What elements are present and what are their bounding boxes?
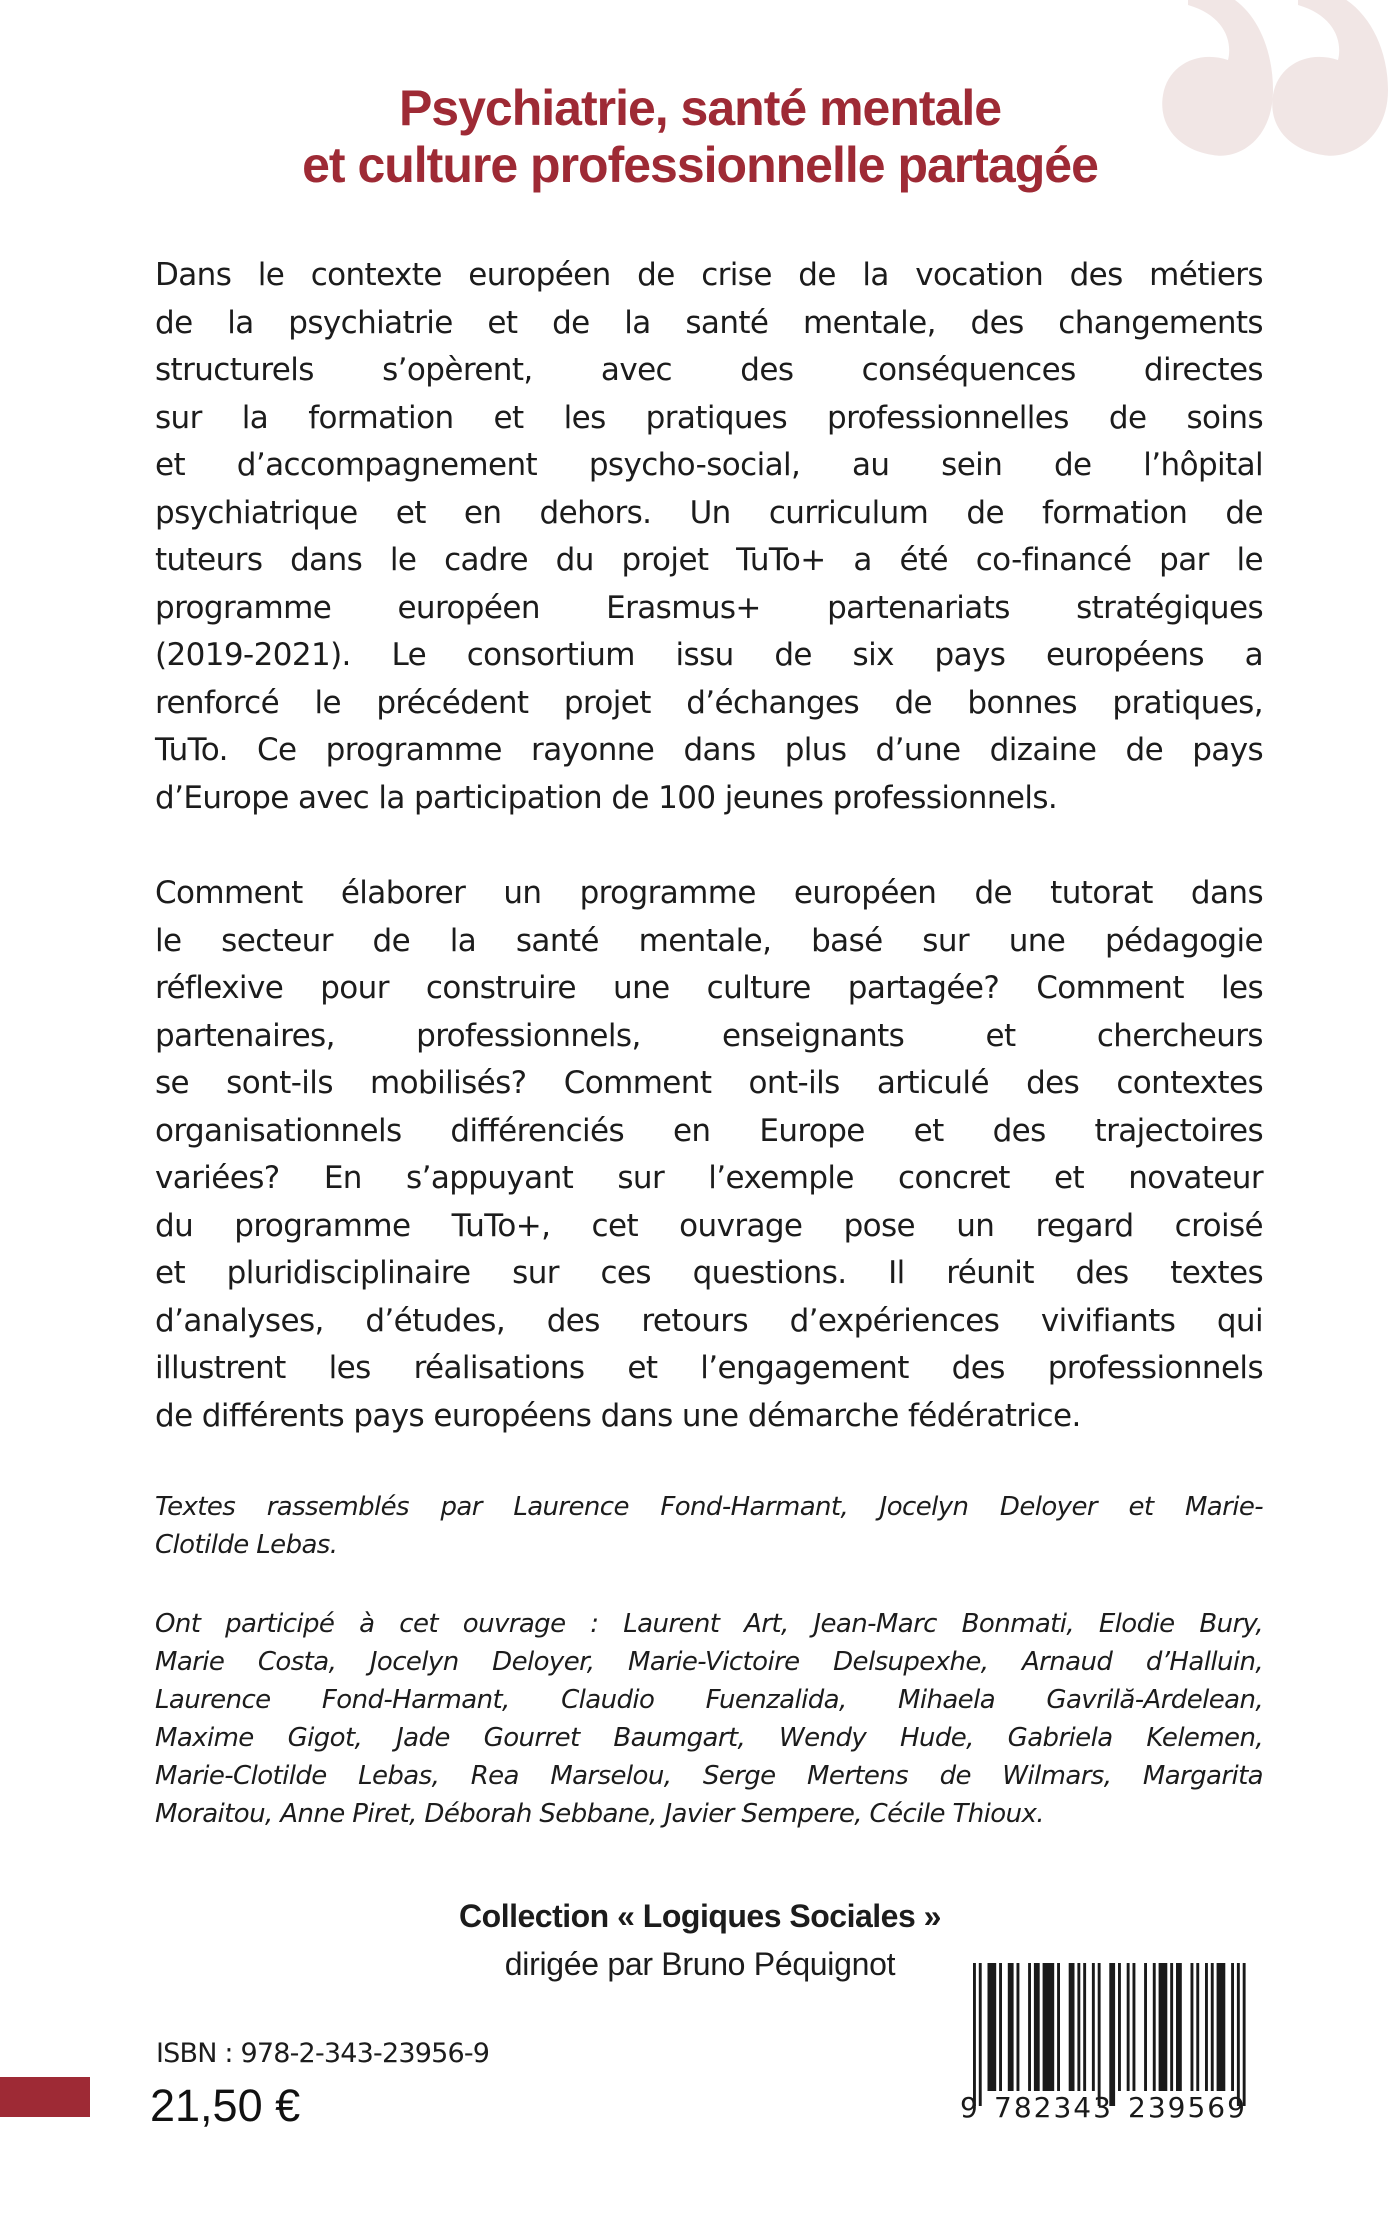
- text-line: Dans le contexte européen de crise de la vocation des métiers: [155, 257, 1263, 293]
- barcode-bar: [988, 1963, 997, 2091]
- barcode-bar: [1083, 1963, 1086, 2091]
- text-line: programme européen Erasmus+ partenariats stratégiques: [155, 589, 1263, 626]
- barcode-bar: [1043, 1963, 1055, 2091]
- description-paragraph-1: [155, 252, 1263, 822]
- barcode-bar: [1153, 1963, 1156, 2091]
- text-line: Marie-Clotilde Lebas, Rea Marselou, Serge Mertens de Wilmars, Margarita: [155, 1761, 1263, 1791]
- price: 21,50 €: [150, 2080, 301, 2131]
- barcode: [960, 1960, 1260, 2125]
- barcode-digit-lead: 9: [960, 2091, 978, 2124]
- barcode-bar: [979, 1963, 982, 2106]
- text-line: partenaires, professionnels, enseignants et chercheurs: [155, 1017, 1263, 1054]
- barcode-bar: [1159, 1963, 1168, 2091]
- text-line: Textes rassemblés par Laurence Fond-Harmant, Jocelyn Deloyer et Marie-: [155, 1492, 1263, 1522]
- text-line: réflexive pour construire une culture partagée? Comment les: [155, 970, 1263, 1006]
- text-line: sur la formation et les pratiques professionnelles de soins: [155, 399, 1263, 436]
- text-line: psychiatrique et en dehors. Un curriculum de formation de: [155, 494, 1263, 531]
- text-line: Moraitou, Anne Piret, Déborah Sebbane, Javier Sempere, Cécile Thioux.: [155, 1799, 1044, 1829]
- barcode-bar: [1170, 1963, 1173, 2091]
- text-line: Ont participé à cet ouvrage : Laurent Art, Jean-Marc Bonmati, Elodie Bury,: [155, 1609, 1263, 1639]
- collection-director: dirigée par Bruno Péquignot: [504, 1946, 896, 1982]
- text-line: TuTo. Ce programme rayonne dans plus d’une dizaine de pays: [155, 732, 1263, 768]
- text-line: structurels s’opèrent, avec des conséquences directes: [155, 352, 1263, 388]
- barcode-bar: [1077, 1963, 1080, 2091]
- text-line: Marie Costa, Jocelyn Deloyer, Marie-Victoire Delsupexhe, Arnaud d’Halluin,: [155, 1647, 1263, 1677]
- text-line: Comment élaborer un programme européen de tutorat dans: [155, 875, 1263, 911]
- barcode-digits-left: 782343: [994, 2091, 1113, 2124]
- text-line: Clotilde Lebas.: [155, 1530, 338, 1560]
- barcode-bar: [1191, 1963, 1194, 2091]
- accent-bar: [0, 2077, 90, 2117]
- text-line: le secteur de la santé mentale, basé sur une pédagogie: [155, 922, 1263, 959]
- text-line: Laurence Fond-Harmant, Claudio Fuenzalida, Mihaela Gavrilă-Ardelean,: [155, 1685, 1263, 1715]
- text-line: de différents pays européens dans une démarche fédératrice.: [155, 1397, 1081, 1434]
- barcode-bar: [1109, 1963, 1115, 2106]
- barcode-bar: [1237, 1963, 1240, 2106]
- barcode-bar: [1217, 1963, 1226, 2091]
- text-line: se sont-ils mobilisés? Comment ont-ils articulé des contextes: [155, 1065, 1263, 1101]
- barcode-bar: [1231, 1963, 1234, 2091]
- text-line: d’Europe avec la participation de 100 jeunes professionnels.: [155, 779, 1058, 816]
- barcode-bar: [1205, 1963, 1208, 2091]
- text-line: (2019-2021). Le consortium issu de six pays européens a: [155, 637, 1263, 673]
- text-line: de la psychiatrie et de la santé mentale, des changements: [155, 304, 1263, 341]
- barcode-bar: [1176, 1963, 1182, 2091]
- barcode-digits-right: 239569: [1128, 2091, 1247, 2124]
- barcode-bar: [1057, 1963, 1060, 2091]
- text-line: d’analyses, d’études, des retours d’expériences vivifiants qui: [155, 1302, 1263, 1339]
- barcode-bar: [999, 1963, 1002, 2091]
- barcode-bar: [1092, 1963, 1095, 2091]
- isbn: ISBN : 978-2-343-23956-9: [156, 2038, 490, 2069]
- text-line: du programme TuTo+, cet ouvrage pose un regard croisé: [155, 1207, 1263, 1244]
- barcode-bars: [973, 1963, 1246, 2106]
- barcode-bar: [1196, 1963, 1199, 2091]
- barcode-bar: [1034, 1963, 1040, 2091]
- title-line: et culture professionnelle partagée: [302, 137, 1098, 193]
- barcode-bar: [1144, 1963, 1147, 2091]
- barcode-bar: [1118, 1963, 1121, 2091]
- barcode-bar: [1069, 1963, 1075, 2091]
- book-title: [0, 80, 1400, 194]
- text-line: et d’accompagnement psycho-social, au sein de l’hôpital: [155, 447, 1263, 483]
- text-line: Maxime Gigot, Jade Gourret Baumgart, Wendy Hude, Gabriela Kelemen,: [155, 1723, 1263, 1753]
- barcode-bar: [1127, 1963, 1130, 2091]
- editors-credit: [155, 1488, 1263, 1564]
- barcode-bar: [1133, 1963, 1136, 2091]
- description-paragraph-2: [155, 870, 1263, 1440]
- barcode-bar: [1098, 1963, 1101, 2106]
- contributors-credit: [155, 1605, 1263, 1833]
- text-line: organisationnels différenciés en Europe et des trajectoires: [155, 1112, 1263, 1149]
- text-line: illustrent les réalisations et l’engagement des professionnels: [155, 1350, 1263, 1386]
- barcode-bar: [973, 1963, 976, 2106]
- barcode-bar: [1008, 1963, 1014, 2091]
- text-line: tuteurs dans le cadre du projet TuTo+ a été co-financé par le: [155, 542, 1263, 578]
- collection-name: Collection « Logiques Sociales »: [459, 1898, 941, 1934]
- text-line: et pluridisciplinaire sur ces questions. Il réunit des textes: [155, 1255, 1263, 1291]
- barcode-bar: [1243, 1963, 1246, 2106]
- barcode-bar: [1017, 1963, 1020, 2091]
- text-line: renforcé le précédent projet d’échanges de bonnes pratiques,: [155, 684, 1263, 721]
- title-line: Psychiatrie, santé mentale: [398, 80, 1002, 136]
- barcode-bar: [1211, 1963, 1214, 2091]
- barcode-bar: [1028, 1963, 1031, 2091]
- text-line: variées? En s’appuyant sur l’exemple concret et novateur: [155, 1160, 1263, 1196]
